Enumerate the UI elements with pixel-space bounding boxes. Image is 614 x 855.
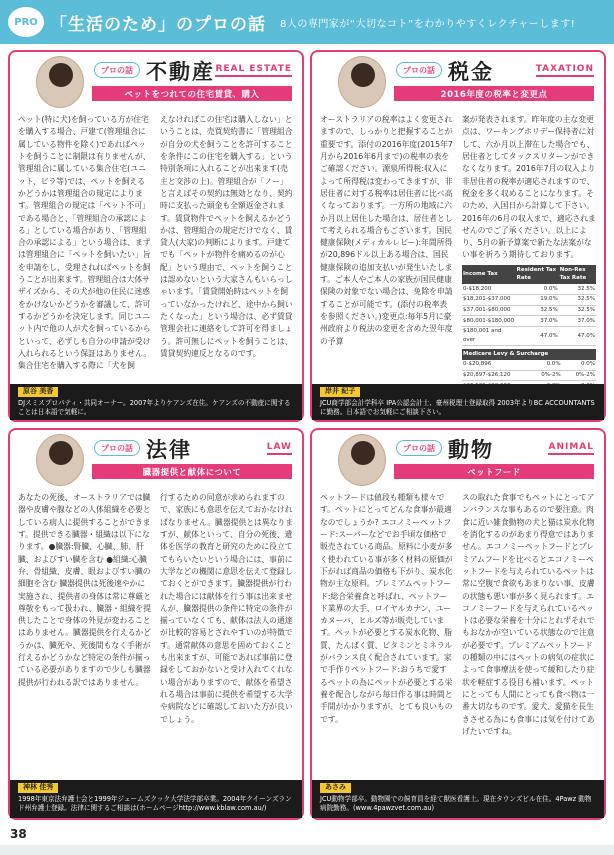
table-cell: 19.0% bbox=[516, 294, 559, 305]
table-header: Resident Tax Rate bbox=[516, 265, 559, 284]
panel-title: 税金 bbox=[448, 60, 494, 84]
panel-header bbox=[312, 52, 604, 114]
table-cell: 0%-2% bbox=[527, 370, 561, 381]
page-number: 38 bbox=[10, 827, 27, 841]
taxation-panel bbox=[310, 50, 606, 422]
table-cell: $37,001-$80,000 bbox=[462, 305, 516, 316]
article-body bbox=[18, 114, 294, 382]
pro-logo: PRO bbox=[8, 7, 44, 37]
table-cell: 37.0% bbox=[516, 316, 559, 327]
article-column-2: 行するための同意が求められますので、家族にも意思を伝えておかなければなりません。臓器提供とは異なりますが、献体といって、自分の死後、遺体を医学の教育と研究のために役立ててもらいたいという場合には、事前に大学などの機関に意思を伝えて登録しておくとができます。臓器提供が行われた場合には献体を行う事は出来ませんが、臓器提供の条件に特定の条件が揃っていなくても、献体は法人の通達が比較的容易とされやすいのが特徴です。通常献体の意思を固めておくことも出来ますが、可能であれば事前に登録をしておかないと受け入れてくれない場合がありますので、献体を希望される場合は事前に提供を希望する大学や病院などに確認しておいた方が良いでしょう。 bbox=[160, 493, 294, 724]
table-cell: 32.5% bbox=[559, 284, 596, 294]
article-column-1: オーストラリアの税率はよく変更されますので、しっかりと把握することが重要です。添付の2016年度(2015年7月から2016年6月まで)の税率の表をご確認ください。源泉所得税:収入によって所得税は変わってきますが、非居住者に対する税率は居住者に比べ高くなっております。一方所の地域に六か月以上居住した場合は、居住者として考えられる場合もございます。国民健康保険(メディカルレビー):年間所得が20,896ドル以上ある場合は、国民健康保険の追加支払いが発生いたします。ご本人やご本人の家族が国民健康保険の対象でない場合は、免除を申請することが可能です。(添付の税率表を参照ください。)変更点:毎年5月に豪州政府より税法の変更を含めた翌年度の予算 bbox=[320, 115, 453, 346]
table-cell: 0%-2% bbox=[562, 370, 596, 381]
page-header bbox=[0, 0, 614, 44]
page-title: 「生活のため」のプロの話 bbox=[50, 14, 266, 35]
article-column-2: えなければこの住宅は購入しない」ということは、売買契約書に「管理組合が自分の犬を飼うことを許可することを条件にこの住宅を購入する」という特別条項に入れることが出来ます(売主と交渉の上)。管理組合が「ノー」と言えばその契約は無効となり、契約時に支払った頭金も全額返金されます。賃貸物件でペットを飼えるかどうかは、管理組合の規定だけでなく、賃貸人(大家)の判断によります。戸建てでも「ペットが物件を痛めるのが心配」という理由で、ペットを飼うことは認めないという大家さんもいらっしゃいます。「賃貸開始時はペットを飼っていなかったけれど、途中から飼いたくなった」という場合は、必ず賃貸管理会社に連絡をして許可を得ましょう。許可無しにペットを飼うことは、賃貸契約違反となるのです。 bbox=[160, 115, 293, 358]
pro-badge: プロの話 bbox=[94, 62, 140, 78]
panel-subtitle: 臓器提供と献体について bbox=[92, 464, 292, 479]
table-cell: 37.0% bbox=[559, 316, 596, 327]
panel-english-title: REAL ESTATE bbox=[215, 64, 292, 77]
author-profile bbox=[312, 780, 604, 818]
author-photo bbox=[36, 56, 84, 108]
pro-badge: プロの話 bbox=[94, 440, 140, 456]
table-title: Income Tax bbox=[462, 265, 516, 284]
article-body bbox=[320, 114, 596, 382]
income-tax-table bbox=[462, 265, 596, 347]
author-bio: JCU商学部会計学科卒 IPA公認会計士、豪州税理士登録取得 2003年よりBC ACCOUNTANTSに勤務。日本語でお気軽にご相談下さい。 bbox=[320, 398, 595, 417]
table-row bbox=[462, 326, 596, 345]
article-column-1: あなたの死後、オーストラリアでは臓器や皮膚や腺などの人体組織を必要としている病人に提供することができます。提供できる臓器・組織は以下になります。●臓器:腎臓、心臓、肺、肝臓、およびすい臓を含む ●組織:心臓弁、骨組織、皮膚、眼およびすい臓の細胞を含む 臓器提供は死後速やかに実施され、提供者の身体は常に尊厳と尊敬をもって扱われ、臓器・組織を提供したことで身体の外見が変わることはありません。臓器提供を行えるかどうかは、臓死や、死後間もなく手術が行えるかどうかなど特定の条件が揃っている必要がありますので少しも臓器提供が行われる訳ではありません。 bbox=[18, 493, 152, 687]
author-profile bbox=[312, 384, 604, 420]
pro-badge: プロの話 bbox=[396, 440, 442, 456]
table-header: Non-Res Tax Rate bbox=[559, 265, 596, 284]
author-profile bbox=[10, 384, 302, 420]
table-title: Medicare Levy & Surcharge bbox=[462, 349, 596, 360]
real-estate-panel bbox=[8, 50, 304, 422]
panel-title: 動物 bbox=[448, 438, 494, 462]
panel-subtitle: ペットをつれての住宅賃貸、購入 bbox=[92, 86, 292, 101]
author-bio: DJスミスプロパティ・共同オーナー。2007年よりケアンズ在住。ケアンズの不動産に関することは日本語で気軽に。 bbox=[18, 398, 291, 417]
author-name: あさみ bbox=[320, 783, 351, 793]
author-name: 岸井 紀子 bbox=[320, 387, 360, 397]
panel-title: 不動産 bbox=[146, 60, 215, 84]
panel-subtitle: ペットフード bbox=[394, 464, 594, 479]
table-row bbox=[462, 360, 596, 370]
panel-header bbox=[312, 430, 604, 492]
author-bio: JCU動物学部卒。動物園での飼育員を経て獣医看護士。現在タウンズビル在住。4Pawz 動物病院勤務。(www.4pawzvet.com.au) bbox=[320, 794, 592, 813]
table-row bbox=[462, 316, 596, 327]
panel-english-title: TAXATION bbox=[536, 64, 594, 77]
table-row bbox=[462, 294, 596, 305]
table-cell: 32.5% bbox=[516, 305, 559, 316]
panel-header bbox=[10, 430, 302, 492]
author-name: 原谷 美香 bbox=[18, 387, 58, 397]
article-column-1: ペットフードは値段も種類も様々です。ペットにとってどんな食事が最適なのでしょうか? エコノミーペットフード:スーパーなどでお手頃な価格で販売されている商品。原料に小麦が多く使われている事が多く材料の原価が下がれば商品の価格も下がり、炭水化物が主な原料。プレミアムペットフード:総合栄養食と呼ばれ、ペットフード業界の大手、ロイヤルカナン、ユーカヌーバ、ヒルズ等が販売しています。ペットが必要とする炭水化物、脂質、たんぱく質、ビタミンとミネラルがバランス良く配合されています。家で手作りペットフード:おうちで愛するペットの為にペットが必要とする栄養を配合しながら毎日作る事は時間と手間がかかりますが、とても良いものです。 bbox=[320, 493, 453, 724]
table-cell: 0.0% bbox=[562, 360, 596, 370]
author-bio: 1998年東京法弁護士会と1999年ジェームズクック大学法学部卒業。2004年クイーンズランド州弁護士登録。法律に関するご相談は(ホームページhttp://www.kblaw.com.au/) bbox=[18, 794, 292, 813]
article-body bbox=[320, 492, 596, 772]
article-column-1: ペット(特に犬)を飼っている方が住宅を購入する場合、戸建て(管理組合に属している物件を除く)であればペットを飼うことに制限は有りませんが、管理組合に属している集合住宅(ユニット、ビラ等)では、ペットを飼えるかどうかは管理組合の規定によります。管理組合の規定は「ペット不可」である場合と、「管理組合の承認による」としている場合があり、「管理組合の承認による」という場合は、まずは管理組合に「ペットを飼いたい」旨を申請をし、受理されればペットを飼うことが出来ます。管理組合は大体サザイズから、その犬が他の住民に迷惑をかけないかどうかを審議して、許可するかどうかを決定します。同じユニット内で他の人が犬を飼っているからといって、必ずしも自分の申請が受け入れられるという保証はありません。集合住宅を購入する際に「犬を飼 bbox=[18, 115, 152, 371]
panel-title: 法律 bbox=[146, 438, 192, 462]
table-cell: 0-$20,896 bbox=[462, 360, 527, 370]
table-cell: 47.0% bbox=[516, 326, 559, 345]
panel-english-title: LAW bbox=[267, 442, 292, 455]
table-cell: 0.0% bbox=[527, 360, 561, 370]
article-column-2 bbox=[462, 114, 596, 382]
table-cell: 32.5% bbox=[559, 294, 596, 305]
table-cell: 0-$18,200 bbox=[462, 284, 516, 294]
pro-badge: プロの話 bbox=[396, 62, 442, 78]
page-subtitle: 8人の専門家が“大切なコト”をわかりやすくレクチャーします! bbox=[280, 18, 576, 30]
table-cell: 0.0% bbox=[516, 284, 559, 294]
table-row bbox=[462, 370, 596, 381]
author-photo bbox=[338, 434, 386, 486]
table-cell: 32.5% bbox=[559, 305, 596, 316]
author-profile bbox=[10, 780, 302, 818]
article-column-2: スの取れた食事でもペットにとってアンバランスな事もあるので要注意。肉食に近い雑食動物の犬と猫は炭水化物を消化するのがあまり得意ではありません。エコノミーペットフードとプレミアムフードを比べるとエコノミーペットフードを与えられているペットは常に空腹で食欲もあまりない事、皮膚の状態も悪い事が多く見られます。エコノミーフードを与えられているペットは必要な栄養を十分にとれずそれでもおなかが空いている状態なので注意が必要です。プレミアムペットフードの種類の中にはペットの病気の症状によって食事療法を使って緩和したり症状を軽症する役目も補います。ペットにとっても人間にとっても食べ物は一番大切なものです。愛犬、愛猫を長生きさせる為にも食事には気を付けてあげたいですね。 bbox=[462, 493, 595, 736]
law-panel bbox=[8, 428, 304, 820]
article-text: 案が発表されます。昨年度の主な変更点は、ワーキングホリデー保持者に対して、六か月以上滞在した場合でも、居住者としてタックスリターンができなくなります。2016年7月の収入より非居住者の税率が適応されますので、税金を多く収めることになります。そのため、入国日から計算して下さい。2016年の6月の収入まで、適応されませんのでご了承ください。以上により、5月の新予算案で新たな法案がない事を祈ろう期待しております。 bbox=[462, 115, 596, 260]
table-cell: 47.0% bbox=[559, 326, 596, 345]
article-body bbox=[18, 492, 294, 772]
author-name: 神林 佳秀 bbox=[18, 783, 58, 793]
table-cell: $180,001 and over bbox=[462, 326, 516, 345]
table-cell: $18,201-$37,000 bbox=[462, 294, 516, 305]
animal-panel bbox=[310, 428, 606, 820]
table-cell: $20,897-$26,120 bbox=[462, 370, 527, 381]
panel-subtitle: 2016年度の税率と変更点 bbox=[394, 86, 594, 101]
table-row bbox=[462, 284, 596, 294]
panel-header bbox=[10, 52, 302, 114]
table-cell: $80,001-$180,000 bbox=[462, 316, 516, 327]
author-photo bbox=[36, 434, 84, 486]
footer-bar bbox=[0, 845, 614, 855]
table-row bbox=[462, 305, 596, 316]
panel-english-title: ANIMAL bbox=[548, 442, 594, 455]
author-photo bbox=[338, 56, 386, 108]
